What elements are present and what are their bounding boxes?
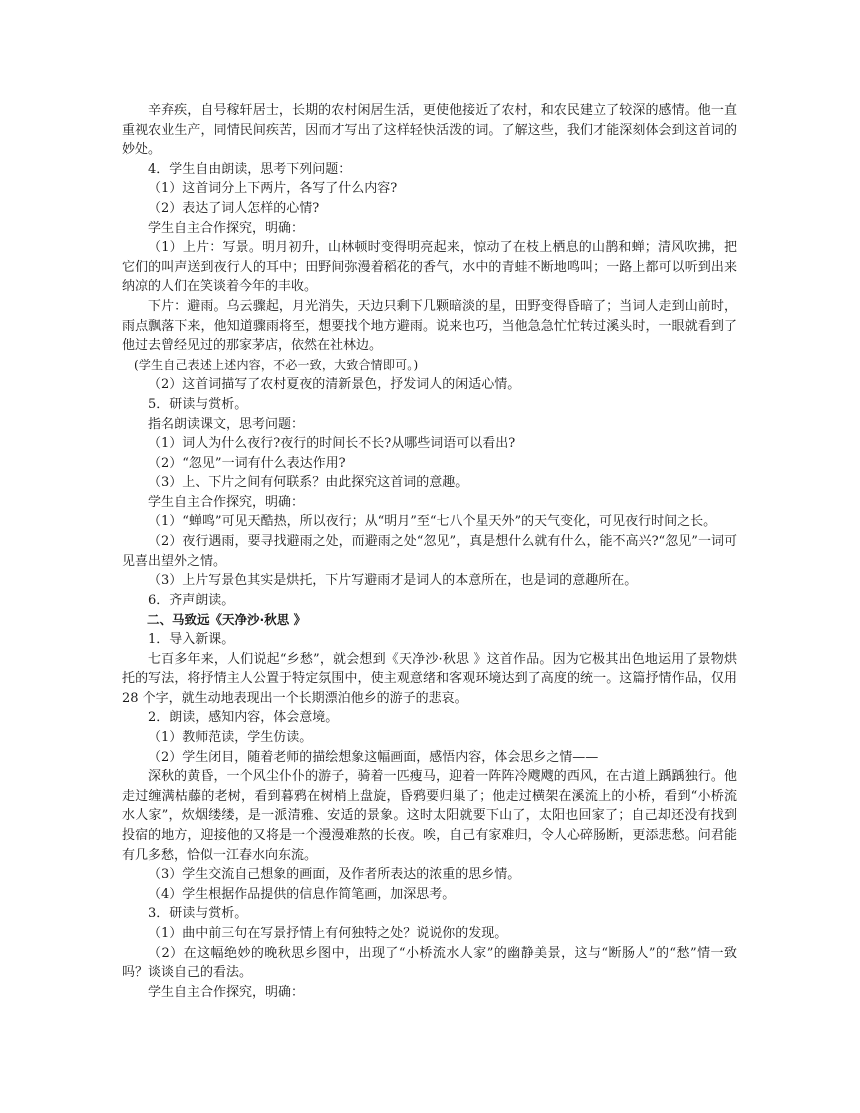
answer-lead: 学生自主合作探究，明确： bbox=[148, 494, 305, 510]
question-heading: 4．学生自由朗读，思考下列问题： bbox=[148, 161, 352, 177]
answer-lead: 学生自主合作探究，明确： bbox=[148, 220, 305, 236]
answer-paragraph: （1）“蝉鸣”可见天酷热，所以夜行；从“明月”至“七八个星天外”的天气变化，可见夜行时间之长。 bbox=[148, 514, 717, 530]
question-item: （2）表达了词人怎样的心情? bbox=[148, 200, 320, 216]
list-item: （2）学生闭目，随着老师的描绘想象这幅画面，感悟内容，体会思乡之情—— bbox=[148, 749, 599, 765]
section-step: 5．研读与赏析。 bbox=[148, 396, 248, 412]
document-page bbox=[122, 101, 737, 1002]
note-paragraph: (学生自己表述上述内容，不必一致，大致合情即可。) bbox=[134, 357, 419, 372]
question-heading: 指名朗读课文，思考问题： bbox=[148, 416, 305, 432]
question-item: （2）在这幅绝妙的晚秋思乡图中，出现了“小桥流水人家”的幽静美景，这与“断肠人”的“愁”情一致吗？谈谈自己的看法。 bbox=[122, 945, 737, 981]
answer-paragraph: （3）上片写景色其实是烘托，下片写避雨才是词人的本意所在，也是词的意趣所在。 bbox=[148, 573, 638, 589]
answer-paragraph: （2）这首词描写了农村夏夜的清新景色，抒发词人的闲适心情。 bbox=[148, 377, 521, 393]
question-item: （3）上、下片之间有何联系？由此探究这首词的意趣。 bbox=[148, 475, 469, 491]
list-item: （1）教师范读，学生仿读。 bbox=[148, 730, 313, 745]
answer-paragraph: （1）上片：写景。明月初升，山林顿时变得明亮起来，惊动了在枝上栖息的山鹊和蝉；清风吹拂，把它们的叫声送到夜行人的耳中；田野间弥漫着稻花的香气，水中的青蛙不断地鸣叫；一路上都可以听到出来纳凉的人们在笑谈着今年的丰收。 bbox=[122, 240, 737, 295]
section-step: 3．研读与赏析。 bbox=[148, 906, 248, 922]
section-step: 6．齐声朗读。 bbox=[148, 592, 235, 608]
body-paragraph: 七百多年来，人们说起“乡愁”，就会想到《天净沙·秋思 》这首作品。因为它极其出色地运用了景物烘托的写法，将抒情主人公置于特定氛围中，使主观意绪和客观环境达到了高度的统一。这篇抒情作品，仅用 28 个字，就生动地表现出一个长期漂泊他乡的游子的悲哀。 bbox=[122, 651, 737, 706]
answer-paragraph: （2）夜行遇雨，要寻找避雨之处，而避雨之处“忽见”，真是想什么就有什么，能不高兴?“忽见”一词可见喜出望外之情。 bbox=[122, 534, 737, 569]
list-item: （3）学生交流自己想象的画面，及作者所表达的浓重的思乡情。 bbox=[148, 867, 521, 883]
answer-lead: 学生自主合作探究，明确： bbox=[148, 984, 305, 1000]
question-item: （1）曲中前三句在写景抒情上有何独特之处？说说你的发现。 bbox=[148, 925, 508, 941]
section-step: 1．导入新课。 bbox=[148, 632, 235, 648]
section-heading: 二、马致远《天净沙·秋思 》 bbox=[147, 612, 307, 628]
question-item: （1）词人为什么夜行?夜行的时间长不长?从哪些词语可以看出? bbox=[148, 436, 516, 452]
body-paragraph: 深秋的黄昏，一个风尘仆仆的游子，骑着一匹瘦马，迎着一阵阵冷飕飕的西风，在古道上踽踽独行。他走过缠满枯藤的老树，看到暮鸦在树梢上盘旋，昏鸦要归巢了；他走过横架在溪流上的小桥，看到“小桥流水人家”，炊烟缕缕，是一派清雅、安适的景象。这时太阳就要下山了，太阳也回家了；自己却还没有找到投宿的地方，迎接他的又将是一个漫漫难熬的长夜。唉，自己有家难归，令人心碎肠断，更添悲愁。问君能有几多愁，恰似一江春水向东流。 bbox=[122, 769, 737, 863]
section-step: 2．朗读，感知内容，体会意境。 bbox=[148, 710, 339, 726]
question-item: （1）这首词分上下两片，各写了什么内容? bbox=[148, 181, 398, 197]
answer-paragraph: 下片：避雨。乌云骤起，月光消失，天边只剩下几颗暗淡的星，田野变得昏暗了；当词人走到山前时，雨点飘落下来，他知道骤雨将至，想要找个地方避雨。说来也巧，当他急急忙忙转过溪头时，一眼就看到了他过去曾经见过的那家茅店，依然在社林边。 bbox=[122, 298, 737, 354]
list-item: （4）学生根据作品提供的信息作简笔画，加深思考。 bbox=[148, 886, 456, 902]
paragraph-intro: 辛弃疾，自号稼轩居士，长期的农村闲居生活，更使他接近了农村，和农民建立了较深的感情。他一直重视农业生产，同情民间疾苦，因而才写出了这样轻快活泼的词。了解这些，我们才能深刻体会到这首词的妙处。 bbox=[122, 103, 737, 158]
question-item: （2）“忽见”一词有什么表达作用? bbox=[148, 455, 346, 471]
